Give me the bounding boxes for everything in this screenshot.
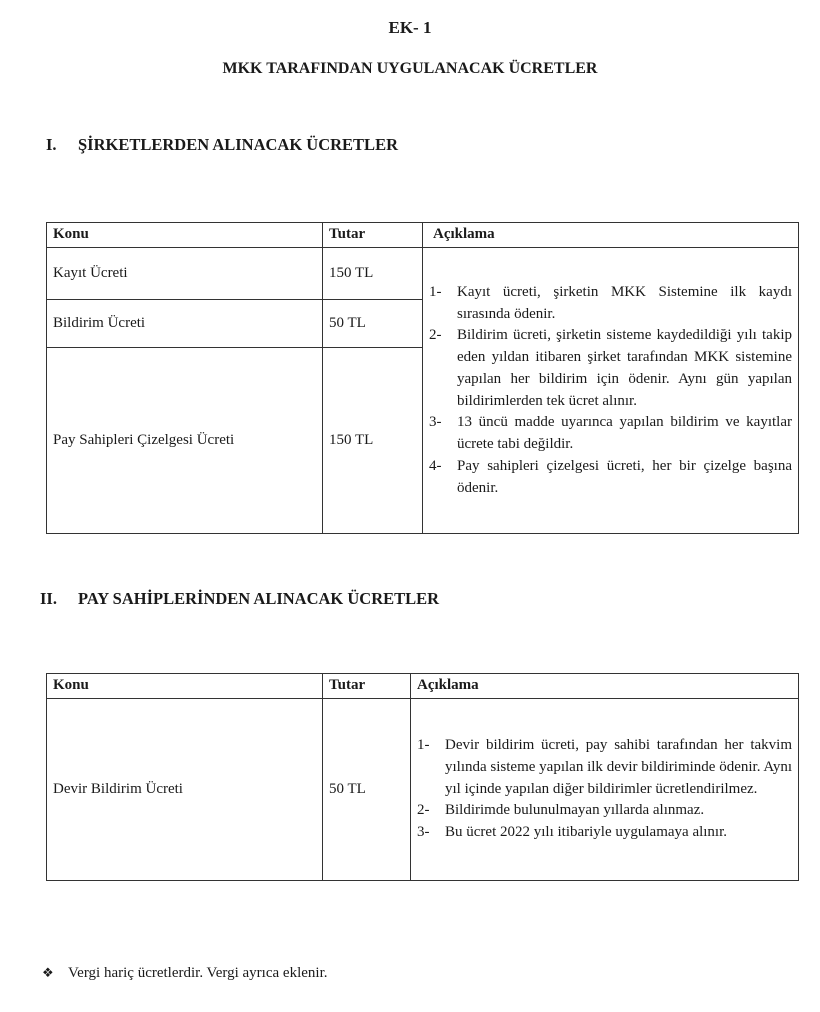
note-item: 2- Bildirimde bulunulmayan yıllarda alınmaz. (417, 802, 705, 819)
notes-list (417, 735, 792, 844)
table-header-row (47, 223, 799, 248)
section-2-number: II. (40, 589, 57, 608)
section-1-title: ŞİRKETLERDEN ALINACAK ÜCRETLER (78, 135, 398, 154)
header-aciklama: Açıklama (423, 223, 799, 248)
description-cell (411, 699, 799, 881)
section-2-heading (40, 589, 439, 609)
header-tutar: Tutar (323, 223, 423, 248)
shareholder-fees-table (46, 673, 799, 881)
diamond-bullet-icon: ❖ (42, 965, 54, 980)
section-1-heading (46, 135, 398, 155)
row-tutar: 150 TL (323, 348, 423, 534)
row-konu: Kayıt Ücreti (47, 248, 323, 300)
note-item: 1- Devir bildirim ücreti, pay sahibi tarafından her takvim yılında sisteme yapılan ilk devir bildiriminde ödenir. Aynı yıl içinde yapılan diğer bildirimler ücretlendirilmez. (417, 737, 792, 797)
header-konu: Konu (47, 223, 323, 248)
description-cell (423, 248, 799, 534)
annex-label: EK- 1 (388, 18, 432, 37)
table-row (47, 699, 799, 881)
header-aciklama: Açıklama (411, 674, 799, 699)
section-1-number: I. (46, 135, 57, 154)
company-fees-table (46, 222, 799, 534)
row-tutar: 150 TL (323, 248, 423, 300)
notes-list (429, 282, 792, 500)
row-tutar: 50 TL (323, 699, 411, 881)
document-title: MKK TARAFINDAN UYGULANACAK ÜCRETLER (222, 60, 598, 77)
row-tutar: 50 TL (323, 300, 423, 348)
note-item: 3- Bu ücret 2022 yılı itibariyle uygulamaya alınır. (417, 824, 728, 841)
note-item: 2- Bildirim ücreti, şirketin sisteme kaydedildiği yılı takip eden yıldan itibaren şirket tarafından MKK sistemine yapılan her bildirim için ödenir. Aynı gün yapılan bildirimlerden tek ücret alınır. (429, 327, 792, 409)
row-konu: Pay Sahipleri Çizelgesi Ücreti (47, 348, 323, 534)
header-konu: Konu (47, 674, 323, 699)
note-item: 4- Pay sahipleri çizelgesi ücreti, her bir çizelge başına ödenir. (429, 457, 792, 496)
tax-footnote (42, 965, 327, 982)
header-tutar: Tutar (323, 674, 411, 699)
section-2-title: PAY SAHİPLERİNDEN ALINACAK ÜCRETLER (78, 589, 440, 608)
table-row (47, 248, 799, 300)
row-konu: Devir Bildirim Ücreti (47, 699, 323, 881)
row-konu: Bildirim Ücreti (47, 300, 323, 348)
table-header-row (47, 674, 799, 699)
footnote-text: Vergi hariç ücretlerdir. Vergi ayrıca eklenir. (68, 965, 328, 981)
note-item: 1- Kayıt ücreti, şirketin MKK Sistemine ilk kaydı sırasında ödenir. (429, 283, 792, 322)
note-item: 3- 13 üncü madde uyarınca yapılan bildirim ve kayıtlar ücrete tabi değildir. (429, 414, 792, 452)
